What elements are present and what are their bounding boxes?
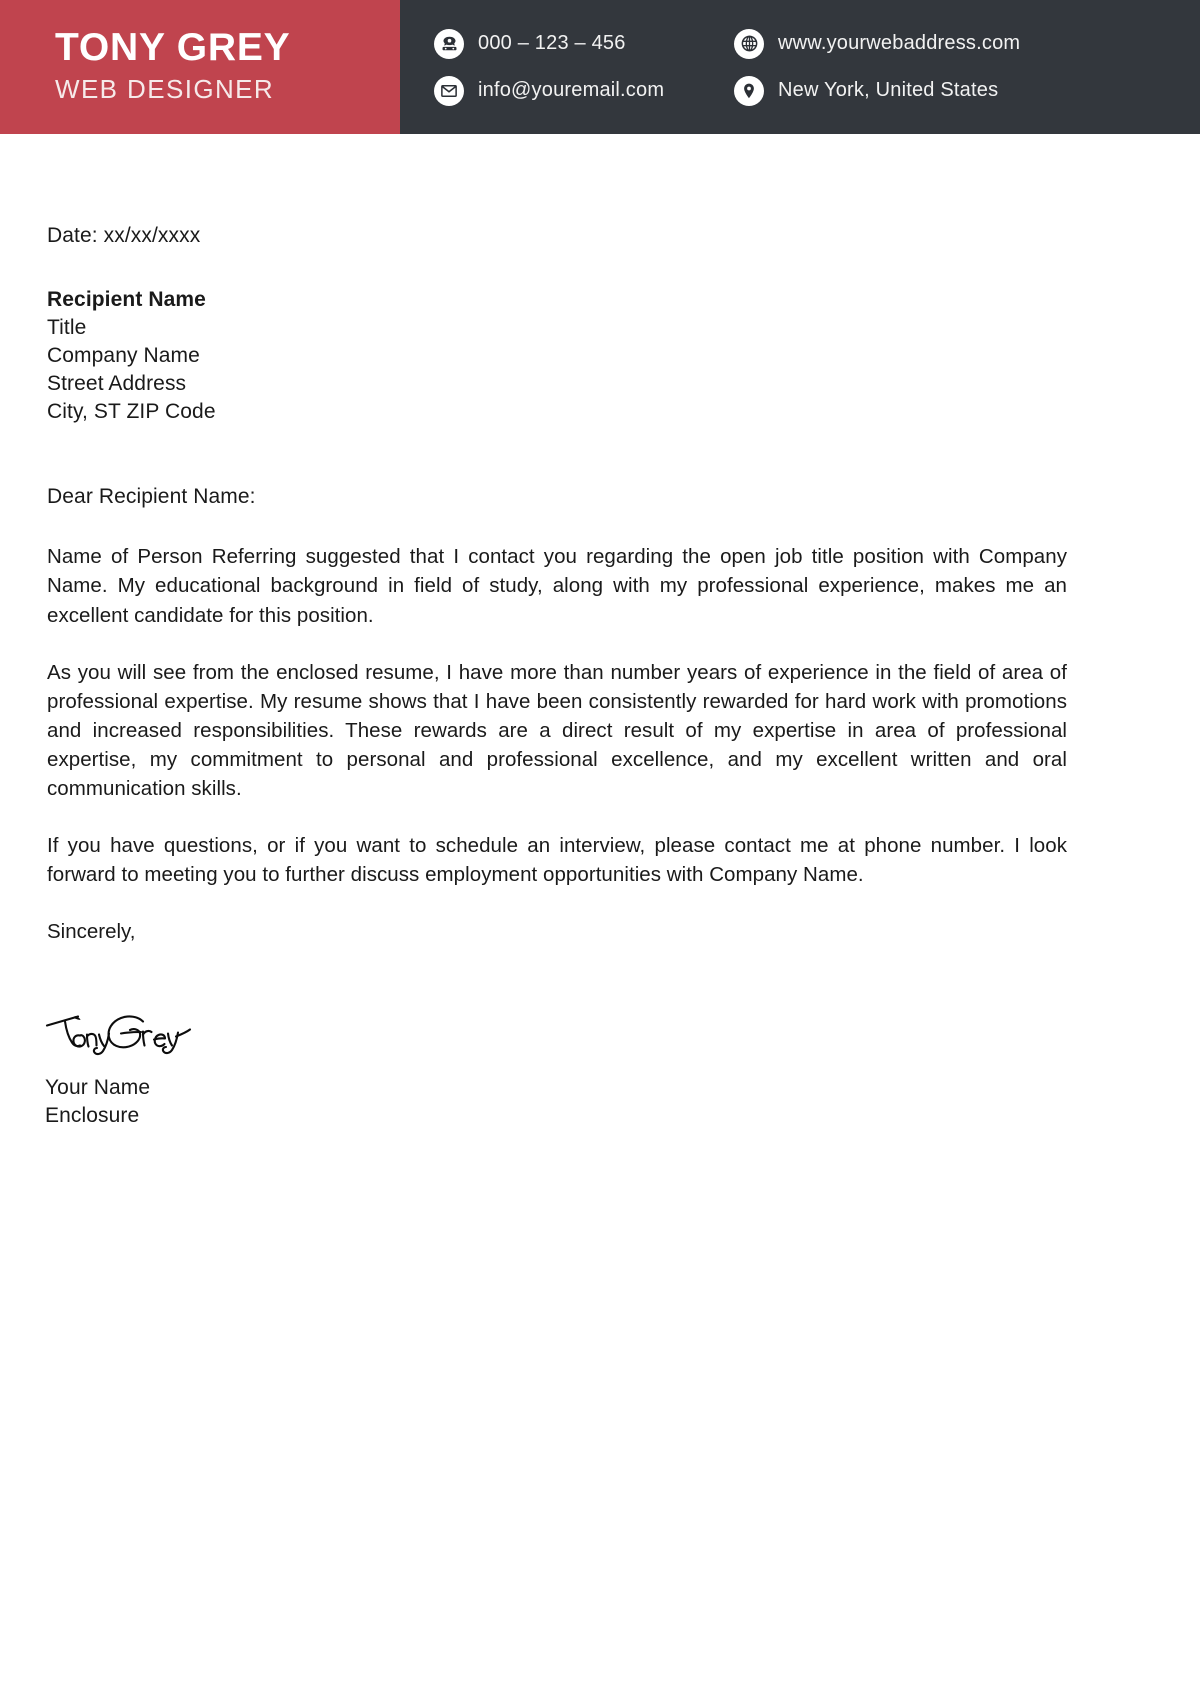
letter-paragraph-1: Name of Person Referring suggested that I contact you regarding the open job title position with Company Name. My educational background in field of study, along with my professional experience, makes me an excellent candidate for this position. (47, 545, 1067, 627)
contact-location[interactable] (734, 76, 1154, 106)
contact-column-right (734, 29, 1154, 106)
globe-icon (734, 29, 764, 59)
contact-website[interactable] (734, 29, 1154, 59)
contact-column-left (434, 29, 734, 106)
letter-salutation: Dear Recipient Name: (47, 484, 256, 508)
closing-enclosure: Enclosure (45, 1103, 140, 1127)
header-contact-block (400, 0, 1200, 134)
recipient-company: Company Name (47, 344, 200, 368)
candidate-role: WEB DESIGNER (55, 74, 275, 105)
recipient-name: Recipient Name (47, 288, 206, 312)
phone-icon (434, 29, 464, 59)
letter-body (47, 222, 1067, 947)
contact-email-text: info@youremail.com (478, 79, 665, 101)
letter-paragraph-3: If you have questions, or if you want to schedule an interview, please contact me at phone number. I look forward to meeting you to further discuss employment opportunities with Company Name. (47, 834, 1067, 887)
recipient-address-block (47, 286, 1067, 426)
letterhead-header (0, 0, 1200, 134)
recipient-title: Title (47, 316, 87, 340)
closing-your-name: Your Name (45, 1076, 151, 1099)
email-icon (434, 76, 464, 106)
contact-email[interactable] (434, 76, 734, 106)
contact-location-text: New York, United States (778, 79, 999, 101)
letter-paragraph-2: As you will see from the enclosed resume, I have more than number years of experience in the field of area of professional expertise. My resume shows that I have been consistently rewarded for hard work with promotions and increased responsibilities. These rewards are a direct result of my expertise in area of professional expertise, my commitment to personal and professional excellence, and my excellent written and oral communication skills. (47, 660, 1067, 801)
letter-sign-off: Sincerely, (47, 920, 136, 944)
recipient-city-state-zip: City, ST ZIP Code (47, 400, 216, 424)
header-identity-block (0, 0, 400, 134)
candidate-name: TONY GREY (55, 26, 291, 70)
contact-phone-text: 000 – 123 – 456 (478, 32, 626, 54)
closing-block (45, 1074, 465, 1130)
location-icon (734, 76, 764, 106)
recipient-street: Street Address (47, 372, 187, 396)
contact-website-text: www.yourwebaddress.com (778, 32, 1021, 54)
signature-block (45, 1000, 465, 1130)
letter-date: Date: xx/xx/xxxx (47, 224, 201, 247)
contact-phone[interactable] (434, 29, 734, 59)
handwritten-signature-icon (45, 1000, 195, 1058)
